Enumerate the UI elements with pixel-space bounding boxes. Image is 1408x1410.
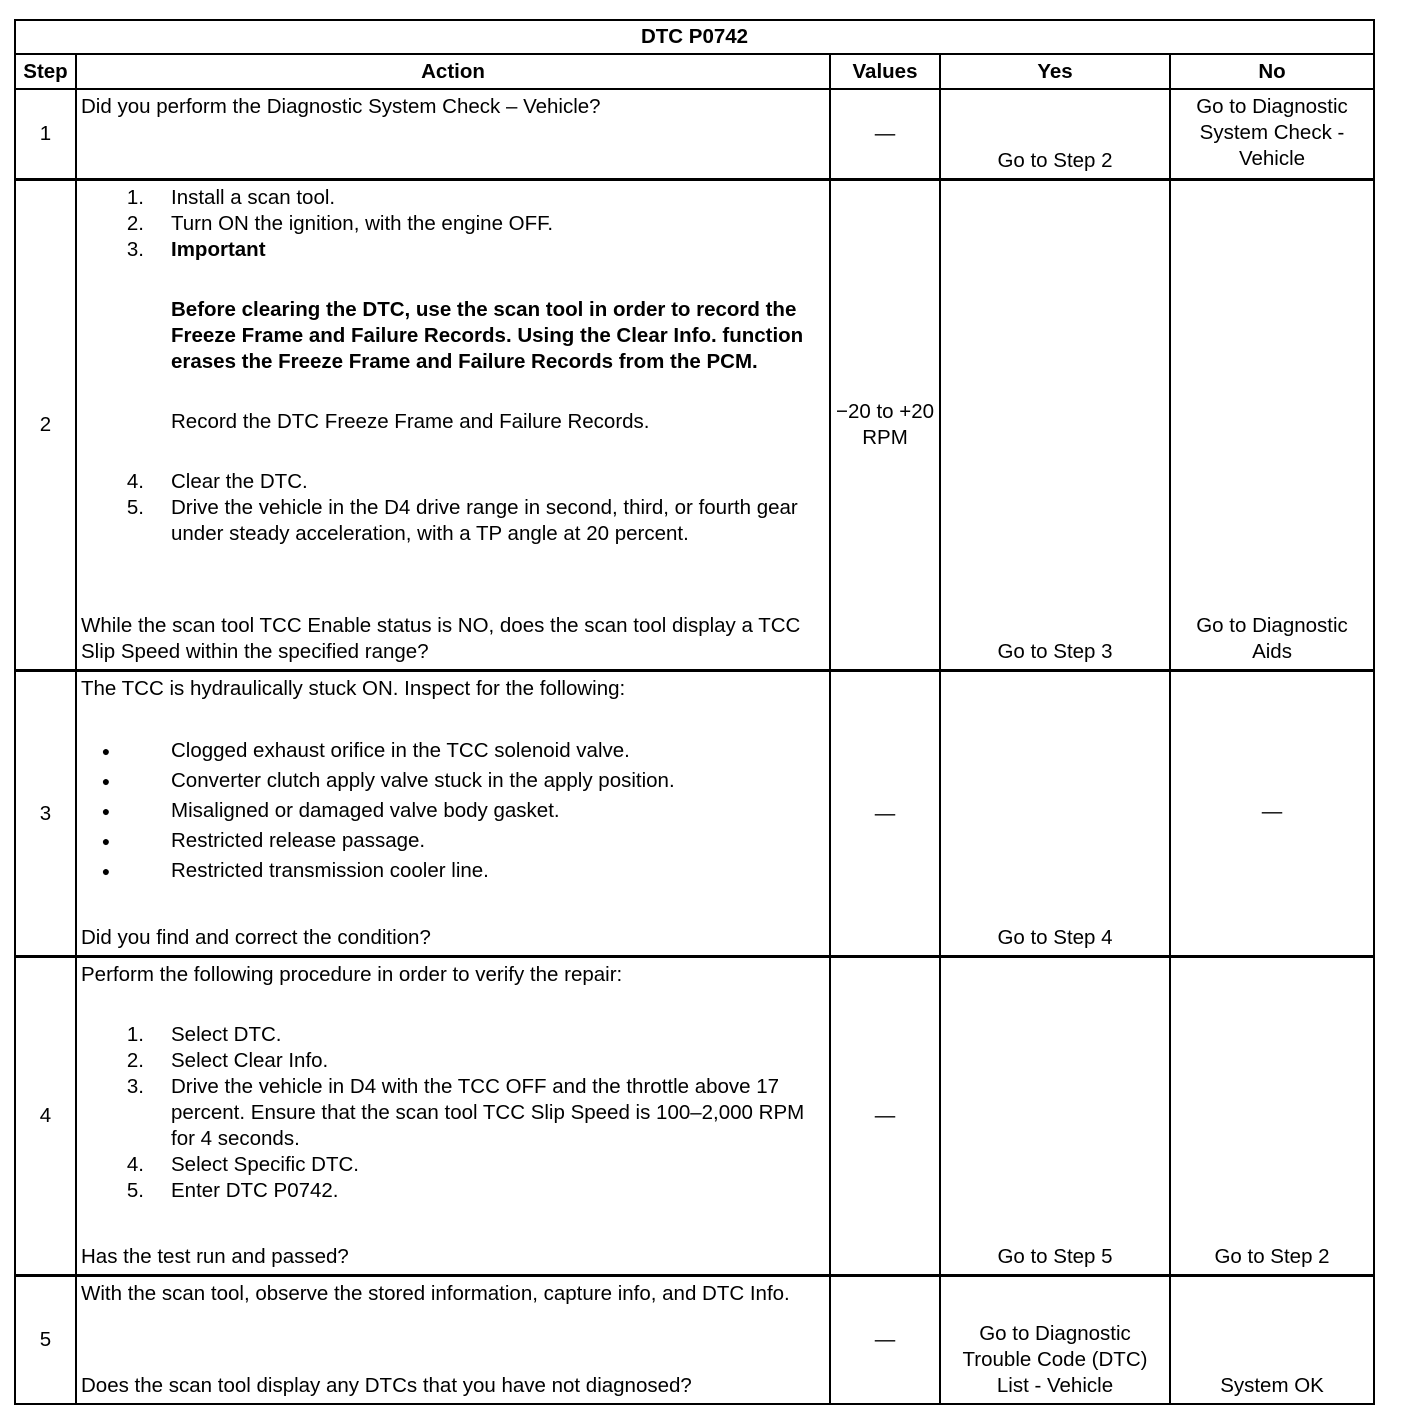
action-question: Did you find and correct the condition? [81,926,431,949]
yes-cell: Go to Step 4 [940,671,1170,957]
procedure-list [81,469,823,547]
values-cell: — [830,89,940,180]
list-item: ● Misaligned or damaged valve body gasket. [101,799,560,822]
list-item: 4. Select Specific DTC. [126,1153,359,1176]
values-text: −20 to +20 RPM [835,400,935,449]
table-row [15,671,1374,957]
action-question: Has the test run and passed? [81,1245,349,1268]
table-row [15,1276,1374,1405]
action-cell [76,671,830,957]
step-number: 3 [15,671,76,957]
table-title: DTC P0742 [15,20,1374,54]
step-number: 2 [15,180,76,671]
table-row [15,180,1374,671]
action-question: Does the scan tool display any DTCs that you have not diagnosed? [81,1374,692,1397]
list-item: 3. Drive the vehicle in D4 with the TCC OFF and the throttle above 17 percent. Ensure that the scan tool TCC Slip Speed is 100–2,000 RPM for 4 seconds. [126,1075,805,1150]
list-item: ● Converter clutch apply valve stuck in the apply position. [101,769,675,792]
list-item: 5. Enter DTC P0742. [126,1179,339,1202]
action-cell [76,180,830,671]
action-intro: The TCC is hydraulically stuck ON. Inspect for the following: [81,677,626,700]
header-no: No [1170,54,1374,89]
important-note: Before clearing the DTC, use the scan tool in order to record the Freeze Frame and Failure Records. Using the Clear Info. function erases the Freeze Frame and Failure Records from the PCM. [171,298,804,373]
values-cell: — [830,957,940,1276]
action-intro: Perform the following procedure in order to verify the repair: [81,963,623,986]
step-number: 5 [15,1276,76,1405]
no-cell: System OK [1170,1276,1374,1405]
action-question: Did you perform the Diagnostic System Check – Vehicle? [81,95,601,118]
dtc-table [14,19,1375,1405]
action-question: While the scan tool TCC Enable status is NO, does the scan tool display a TCC Slip Speed within the specified range? [81,614,801,663]
record-instruction: Record the DTC Freeze Frame and Failure Records. [171,410,650,433]
no-text: Go to Diagnostic Aids [1196,614,1348,663]
no-cell: Go to Step 2 [1170,957,1374,1276]
list-item: 1. Select DTC. [126,1023,282,1046]
yes-cell: Go to Step 2 [940,89,1170,180]
action-cell [76,1276,830,1405]
action-cell [76,957,830,1276]
step-number: 1 [15,89,76,180]
list-item: 2. Turn ON the ignition, with the engine OFF. [126,212,554,235]
list-item: 4. Clear the DTC. [126,470,308,493]
yes-cell: Go to Step 3 [940,180,1170,671]
yes-text: Go to Diagnostic Trouble Code (DTC) List - Vehicle [962,1322,1148,1397]
no-cell: — [1170,671,1374,957]
values-cell [830,180,940,671]
no-cell [1170,180,1374,671]
list-item: 2. Select Clear Info. [126,1049,329,1072]
no-cell [1170,89,1374,180]
values-cell: — [830,671,940,957]
procedure-list [81,185,823,263]
yes-cell: Go to Step 5 [940,957,1170,1276]
table-row [15,957,1374,1276]
header-action: Action [76,54,830,89]
procedure-list [81,1022,823,1204]
action-cell [76,89,830,180]
values-cell: — [830,1276,940,1405]
header-values: Values [830,54,940,89]
table-row [15,89,1374,180]
yes-cell [940,1276,1170,1405]
action-intro: With the scan tool, observe the stored information, capture info, and DTC Info. [81,1282,790,1305]
list-item: ● Restricted transmission cooler line. [101,859,489,882]
inspection-list [81,736,823,886]
list-item: ● Restricted release passage. [101,829,426,852]
list-item: 1. Install a scan tool. [126,186,336,209]
list-item: ● Clogged exhaust orifice in the TCC solenoid valve. [101,739,630,762]
header-step: Step [15,54,76,89]
list-item: 5. Drive the vehicle in the D4 drive range in second, third, or fourth gear under steady acceleration, with a TP angle at 20 percent. [126,496,798,545]
list-item: 3. Important [126,238,266,261]
no-text: Go to Diagnostic System Check - Vehicle [1196,95,1348,170]
header-yes: Yes [940,54,1170,89]
step-number: 4 [15,957,76,1276]
